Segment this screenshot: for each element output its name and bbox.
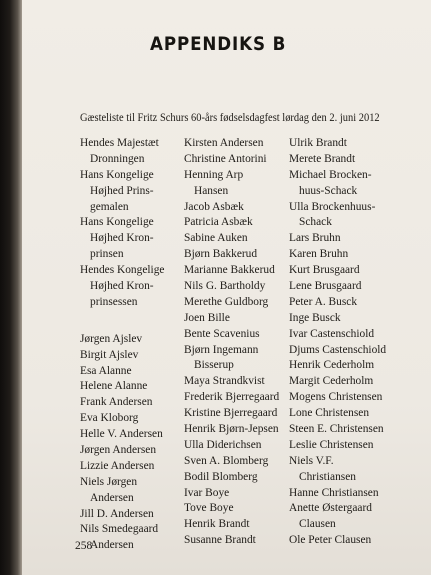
guest-name: Merete Brandt bbox=[289, 152, 356, 165]
book-spine-shadow bbox=[0, 0, 22, 575]
guest-name: Niels Jørgen bbox=[80, 475, 138, 488]
guest-name: Lars Bruhn bbox=[289, 232, 341, 245]
guest-name: Esa Alanne bbox=[80, 364, 132, 377]
guest-name-continuation: Højhed Prins- bbox=[90, 184, 154, 197]
guest-name: Susanne Brandt bbox=[184, 534, 256, 547]
guest-name-continuation: Schack bbox=[299, 216, 332, 229]
guest-column-1 bbox=[80, 136, 164, 554]
guest-name: Eva Kloborg bbox=[80, 412, 139, 425]
guest-name: Birgit Ajslev bbox=[80, 348, 139, 361]
guest-name-continuation: Andersen bbox=[90, 491, 134, 504]
guest-name: Inge Busck bbox=[289, 311, 341, 324]
guest-name: Hendes Majestæt bbox=[80, 137, 159, 149]
guest-name: Kirsten Andersen bbox=[184, 137, 264, 149]
page-number: 258 bbox=[75, 540, 93, 552]
guest-name: Michael Brocken- bbox=[289, 168, 372, 181]
guest-name: Lene Brusgaard bbox=[289, 280, 362, 293]
guest-name: Ulla Diderichsen bbox=[184, 438, 262, 451]
guest-name: Ivar Castenschiold bbox=[289, 327, 375, 340]
guest-name: Steen E. Christensen bbox=[289, 423, 384, 436]
guest-name-continuation: prinsen bbox=[90, 248, 124, 261]
guest-name: Nils Smedegaard bbox=[80, 523, 159, 536]
appendix-heading: APPENDIKS B bbox=[150, 33, 287, 55]
guest-name-continuation: Hansen bbox=[194, 184, 229, 197]
guest-name: Ivar Boye bbox=[184, 486, 230, 499]
guest-name: Lone Christensen bbox=[289, 407, 370, 420]
guest-name: Mogens Christensen bbox=[289, 391, 383, 404]
guest-name: Frederik Bjerregaard bbox=[184, 391, 280, 404]
guest-name: Henrik Cederholm bbox=[289, 359, 375, 372]
guest-name: Tove Boye bbox=[184, 502, 234, 515]
guest-name: Sven A. Blomberg bbox=[184, 454, 269, 467]
guest-name: Sabine Auken bbox=[184, 232, 248, 245]
guest-name: Hans Kongelige bbox=[80, 168, 154, 181]
guest-name: Ole Peter Clausen bbox=[289, 534, 372, 547]
guest-name: Frank Andersen bbox=[80, 396, 153, 409]
guest-name: Patricia Asbæk bbox=[184, 216, 253, 229]
guest-name: Ulrik Brandt bbox=[289, 137, 347, 149]
guest-name: Henrik Bjørn-Jepsen bbox=[184, 423, 279, 436]
guest-name: Helle V. Andersen bbox=[80, 428, 163, 441]
guest-name: Jørgen Ajslev bbox=[80, 332, 143, 345]
guest-name-continuation: gemalen bbox=[90, 200, 129, 213]
guest-name: Bente Scavenius bbox=[184, 327, 260, 340]
guest-name: Kurt Brusgaard bbox=[289, 264, 360, 277]
guest-name: Kristine Bjerregaard bbox=[184, 407, 278, 420]
guest-name: Bjørn Ingemann bbox=[184, 343, 259, 356]
guest-name: Maya Strandkvist bbox=[184, 375, 265, 388]
guest-name-continuation: Højhed Kron- bbox=[90, 280, 154, 293]
guest-name: Merethe Guldborg bbox=[184, 295, 269, 308]
guest-name: Margit Cederholm bbox=[289, 375, 374, 388]
guest-name: Jacob Asbæk bbox=[184, 200, 244, 213]
guest-name: Joen Bille bbox=[184, 311, 230, 324]
guest-name: Hans Kongelige bbox=[80, 216, 154, 229]
guest-name: Bodil Blomberg bbox=[184, 470, 258, 483]
guest-column-2 bbox=[184, 136, 279, 549]
guest-name: Ulla Brockenhuus- bbox=[289, 200, 376, 213]
guest-name: Marianne Bakkerud bbox=[184, 264, 275, 277]
guest-name: Jill D. Andersen bbox=[80, 507, 154, 520]
guest-name-continuation: Dronningen bbox=[90, 152, 145, 165]
guest-name: Lizzie Andersen bbox=[80, 459, 155, 472]
column-spacer bbox=[80, 311, 164, 332]
guest-name: Leslie Christensen bbox=[289, 438, 374, 451]
guest-column-3 bbox=[289, 136, 386, 549]
guest-name-continuation: prinsessen bbox=[90, 295, 138, 308]
guest-name: Christine Antorini bbox=[184, 152, 267, 165]
guest-name-continuation: Clausen bbox=[299, 518, 336, 531]
guest-name: Peter A. Busck bbox=[289, 295, 358, 308]
guest-name: Niels V.F. bbox=[289, 454, 334, 467]
guest-name: Nils G. Bartholdy bbox=[184, 280, 266, 293]
guest-name-continuation: Højhed Kron- bbox=[90, 232, 154, 245]
guest-name: Henrik Brandt bbox=[184, 518, 250, 531]
guest-name: Jørgen Andersen bbox=[80, 444, 157, 457]
guest-name: Anette Østergaard bbox=[289, 502, 372, 515]
guest-list-subtitle: Gæsteliste til Fritz Schurs 60-års fødselsdagfest lørdag den 2. juni 2012 bbox=[80, 112, 380, 124]
guest-name: Bjørn Bakkerud bbox=[184, 248, 258, 261]
guest-name: Karen Bruhn bbox=[289, 248, 349, 261]
guest-name-continuation: huus-Schack bbox=[299, 184, 358, 197]
guest-name-continuation: Andersen bbox=[90, 539, 134, 552]
guest-name: Helene Alanne bbox=[80, 380, 148, 393]
guest-name-continuation: Christiansen bbox=[299, 470, 356, 483]
guest-name: Hanne Christiansen bbox=[289, 486, 379, 499]
guest-name: Hendes Kongelige bbox=[80, 264, 165, 277]
guest-name: Djums Castenschiold bbox=[289, 343, 387, 356]
guest-name-continuation: Bisserup bbox=[194, 359, 234, 372]
guest-name: Henning Arp bbox=[184, 168, 244, 181]
